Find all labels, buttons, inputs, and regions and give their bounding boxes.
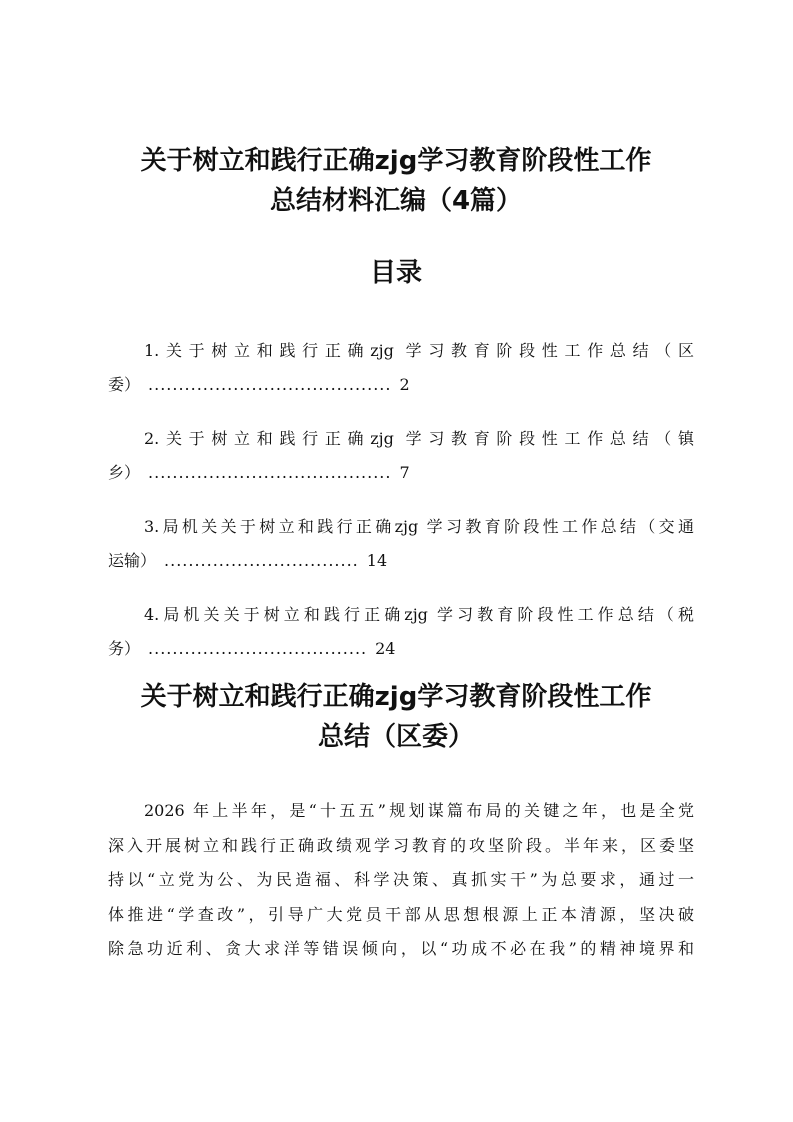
toc-entry-1[interactable] xyxy=(108,334,694,402)
section-title xyxy=(96,677,696,757)
document-title xyxy=(96,141,696,221)
document-title-line2: 总结材料汇编（4篇） xyxy=(269,186,523,216)
toc-entry-title-end: 运输） xyxy=(108,551,157,570)
toc-leader-dots: ........................................ xyxy=(148,463,392,482)
toc-entry-title-line1: 4.局机关关于树立和践行正确zjg 学习教育阶段性工作总结（税 xyxy=(144,605,694,624)
toc-entry-title-end: 务） xyxy=(108,639,141,658)
section-title-line1: 关于树立和践行正确zjg学习教育阶段性工作 xyxy=(140,682,652,712)
toc-page-number: 14 xyxy=(366,551,388,570)
toc-entry-title-line1: 3.局机关关于树立和践行正确zjg 学习教育阶段性工作总结（交通 xyxy=(144,517,694,536)
body-paragraph xyxy=(108,794,694,967)
toc-entry-title-line2 xyxy=(108,544,694,578)
table-of-contents xyxy=(108,334,694,686)
toc-entry-3[interactable] xyxy=(108,510,694,578)
toc-page-number: 7 xyxy=(399,463,410,482)
toc-entry-title-line2 xyxy=(108,368,694,402)
toc-entry-title-line1: 2.关于树立和践行正确zjg 学习教育阶段性工作总结（镇 xyxy=(144,429,694,448)
toc-entry-title-line2 xyxy=(108,632,694,666)
section-title-line2: 总结（区委） xyxy=(317,722,474,752)
paragraph-line: 深入开展树立和践行正确政绩观学习教育的攻坚阶段。半年来，区委坚 xyxy=(108,835,694,855)
toc-page-number: 2 xyxy=(399,375,410,394)
toc-entry-title-line2 xyxy=(108,456,694,490)
toc-leader-dots: ................................ xyxy=(164,551,359,570)
toc-heading: 目录 xyxy=(369,258,422,288)
toc-entry-4[interactable] xyxy=(108,598,694,666)
toc-entry-title-line1: 1.关于树立和践行正确zjg 学习教育阶段性工作总结（区 xyxy=(144,341,694,360)
paragraph-line: 2026 年上半年，是“十五五”规划谋篇布局的关键之年，也是全党 xyxy=(144,801,694,820)
toc-leader-dots: ........................................ xyxy=(148,375,392,394)
toc-page-number: 24 xyxy=(375,639,396,658)
toc-entry-title-end: 乡） xyxy=(108,463,141,482)
toc-leader-dots: .................................... xyxy=(148,639,368,658)
paragraph-line: 除急功近利、贪大求洋等错误倾向，以“功成不必在我”的精神境界和 xyxy=(108,939,694,959)
paragraph-line: 体推进“学查改”，引导广大党员干部从思想根源上正本清源，坚决破 xyxy=(108,904,694,924)
toc-entry-title-end: 委） xyxy=(108,375,141,394)
paragraph-line: 持以“立党为公、为民造福、科学决策、真抓实干”为总要求，通过一 xyxy=(108,870,694,890)
toc-entry-2[interactable] xyxy=(108,422,694,490)
document-title-line1: 关于树立和践行正确zjg学习教育阶段性工作 xyxy=(140,146,652,176)
